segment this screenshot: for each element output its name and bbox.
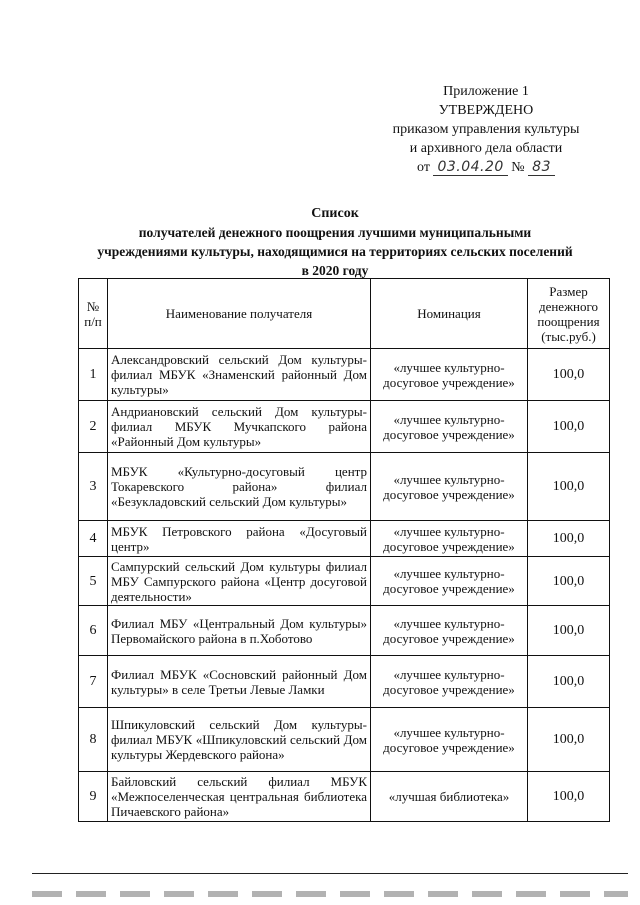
row-num: 9 <box>79 772 108 822</box>
appendix-block <box>380 82 592 177</box>
table-row <box>79 521 610 557</box>
row-nomination: «лучшее культурно-досуговое учреждение» <box>371 521 528 557</box>
table-row <box>79 656 610 708</box>
table-row <box>79 349 610 401</box>
header-nomination: Номинация <box>371 279 528 349</box>
row-amount: 100,0 <box>528 401 610 453</box>
row-num: 4 <box>79 521 108 557</box>
row-name: МБУК «Культурно-досуговый центр Токаревского района» филиал «Безукладовский сельский Дом культуры» <box>108 453 371 521</box>
number-sign: № <box>511 160 525 175</box>
row-name: Андриановский сельский Дом культуры-филиал МБУК Мучкапского района «Районный Дом культуры» <box>108 401 371 453</box>
row-amount: 100,0 <box>528 521 610 557</box>
row-num: 2 <box>79 401 108 453</box>
approved-label: УТВЕРЖДЕНО <box>438 103 534 118</box>
recipients-table <box>78 278 610 822</box>
table-header-row <box>79 279 610 349</box>
table-row <box>79 401 610 453</box>
appendix-label: Приложение 1 <box>443 84 529 99</box>
row-amount: 100,0 <box>528 349 610 401</box>
date-prefix: от <box>417 160 430 175</box>
scan-edge-artifact <box>32 891 628 897</box>
row-name: Сампурский сельский Дом культуры филиал МБУ Сампурского района «Центр досуговой деятельности» <box>108 557 371 606</box>
row-nomination: «лучшая библиотека» <box>371 772 528 822</box>
table-row <box>79 772 610 822</box>
row-num: 7 <box>79 656 108 708</box>
row-name: Шпикуловский сельский Дом культуры-филиал МБУК «Шпикуловский сельский Дом культуры Жердевского района» <box>108 708 371 772</box>
row-num: 8 <box>79 708 108 772</box>
row-amount: 100,0 <box>528 606 610 656</box>
row-name: Филиал МБУК «Сосновский районный Дом культуры» в селе Третьи Левые Ламки <box>108 656 371 708</box>
row-name: МБУК Петровского района «Досуговый центр» <box>108 521 371 557</box>
title-line-4: в 2020 году <box>301 263 369 278</box>
row-name: Байловский сельский филиал МБУК «Межпоселенческая центральная библиотека Пичаевского района» <box>108 772 371 822</box>
table-row <box>79 708 610 772</box>
table-row <box>79 606 610 656</box>
row-num: 5 <box>79 557 108 606</box>
page-bottom-rule <box>32 873 628 874</box>
order-label: приказом управления культуры <box>392 122 580 137</box>
row-name: Филиал МБУ «Центральный Дом культуры» Первомайского района в п.Хоботово <box>108 606 371 656</box>
row-nomination: «лучшее культурно-досуговое учреждение» <box>371 656 528 708</box>
order-number: 83 <box>528 159 555 176</box>
document-title <box>70 204 600 280</box>
row-amount: 100,0 <box>528 453 610 521</box>
header-name: Наименование получателя <box>108 279 371 349</box>
row-nomination: «лучшее культурно-досуговое учреждение» <box>371 349 528 401</box>
row-nomination: «лучшее культурно-досуговое учреждение» <box>371 557 528 606</box>
row-name: Александровский сельский Дом культуры-филиал МБУК «Знаменский районный Дом культуры» <box>108 349 371 401</box>
row-num: 6 <box>79 606 108 656</box>
title-line-1: Список <box>311 206 359 221</box>
header-amount: Размер денежного поощрения (тыс.руб.) <box>528 279 610 349</box>
title-line-2: получателей денежного поощрения лучшими муниципальными <box>138 225 532 240</box>
title-line-3: учреждениями культуры, находящимися на территориях сельских поселений <box>97 244 573 259</box>
order-date: 03.04.20 <box>433 159 507 176</box>
header-num: № п/п <box>79 279 108 349</box>
department-label: и архивного дела области <box>409 141 563 156</box>
row-nomination: «лучшее культурно-досуговое учреждение» <box>371 453 528 521</box>
row-amount: 100,0 <box>528 708 610 772</box>
order-date-line <box>380 158 592 177</box>
row-amount: 100,0 <box>528 772 610 822</box>
row-amount: 100,0 <box>528 557 610 606</box>
row-nomination: «лучшее культурно-досуговое учреждение» <box>371 401 528 453</box>
row-nomination: «лучшее культурно-досуговое учреждение» <box>371 606 528 656</box>
row-num: 3 <box>79 453 108 521</box>
table-row <box>79 453 610 521</box>
row-nomination: «лучшее культурно-досуговое учреждение» <box>371 708 528 772</box>
row-amount: 100,0 <box>528 656 610 708</box>
table-row <box>79 557 610 606</box>
row-num: 1 <box>79 349 108 401</box>
